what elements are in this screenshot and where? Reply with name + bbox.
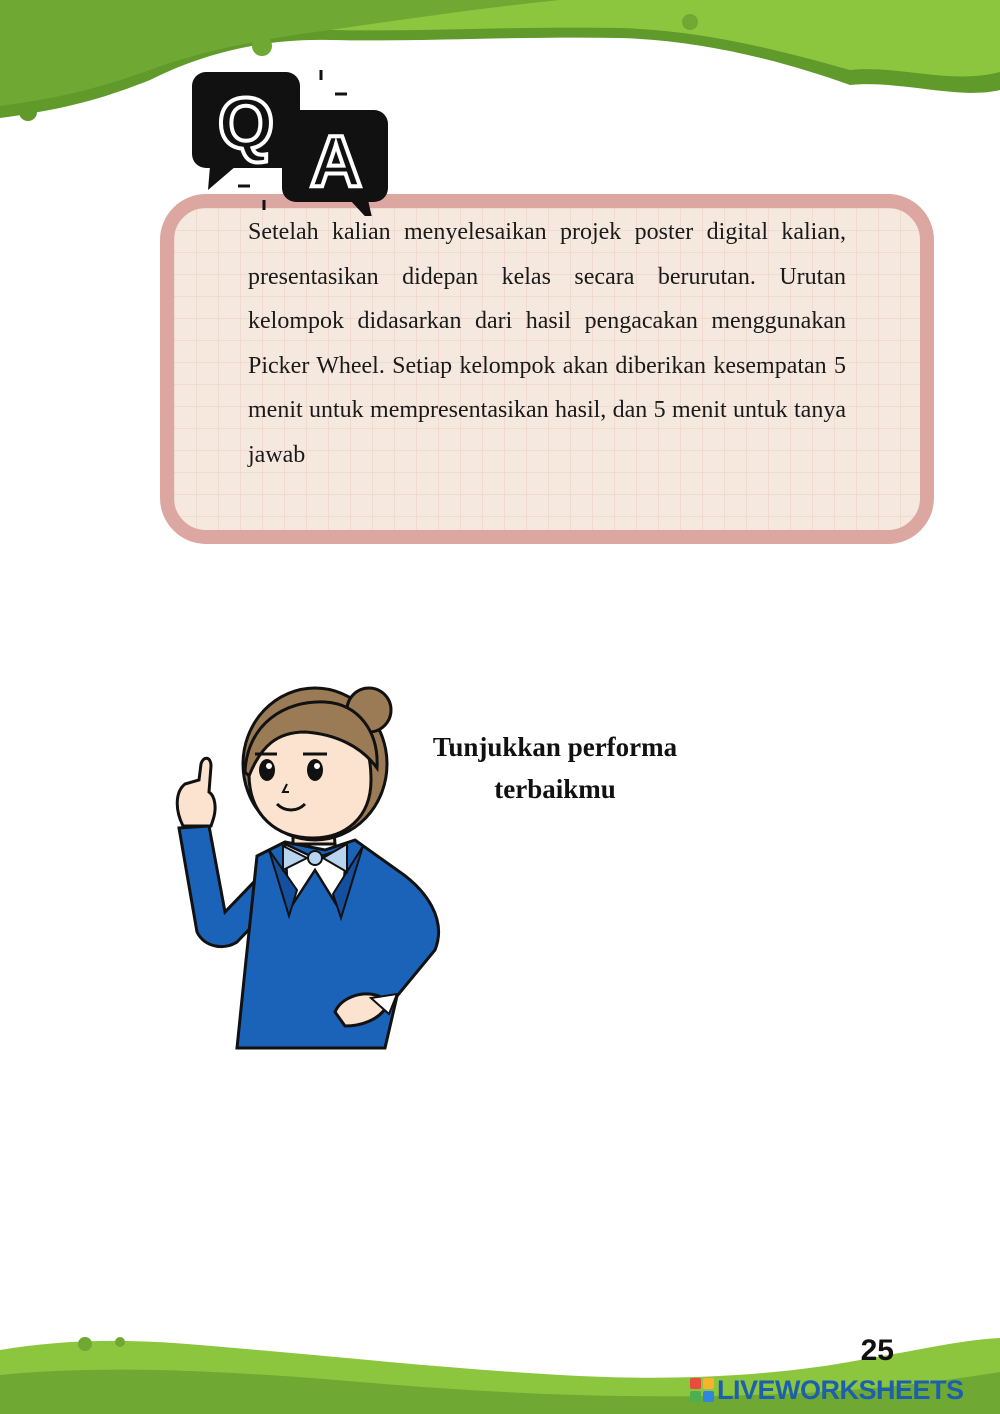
page-number: 25 [860, 1334, 894, 1367]
letter-q: Q [217, 84, 275, 164]
brand-name: LIVEWORKSHEETS [717, 1374, 964, 1405]
motto-line-1: Tunjukkan performa [432, 732, 678, 762]
motto-line-2: terbaikmu [494, 774, 616, 804]
question-answer-bubbles-icon [190, 66, 395, 216]
top-grass-wave [0, 0, 1000, 140]
motto-text [410, 726, 700, 810]
liveworksheets-brand [690, 1372, 995, 1408]
live-logo-icon [690, 1378, 714, 1402]
letter-a: A [310, 122, 362, 202]
instruction-paragraph: Setelah kalian menyelesaikan projek poster digital kalian, presentasikan didepan kelas secara berurutan. Urutan kelompok didasarkan dari hasil pengacakan menggunakan Picker Wheel. Setiap kelompok akan diberikan kesempatan 5 menit untuk mempresentasikan hasil, dan 5 menit untuk tanya jawab [248, 219, 846, 468]
